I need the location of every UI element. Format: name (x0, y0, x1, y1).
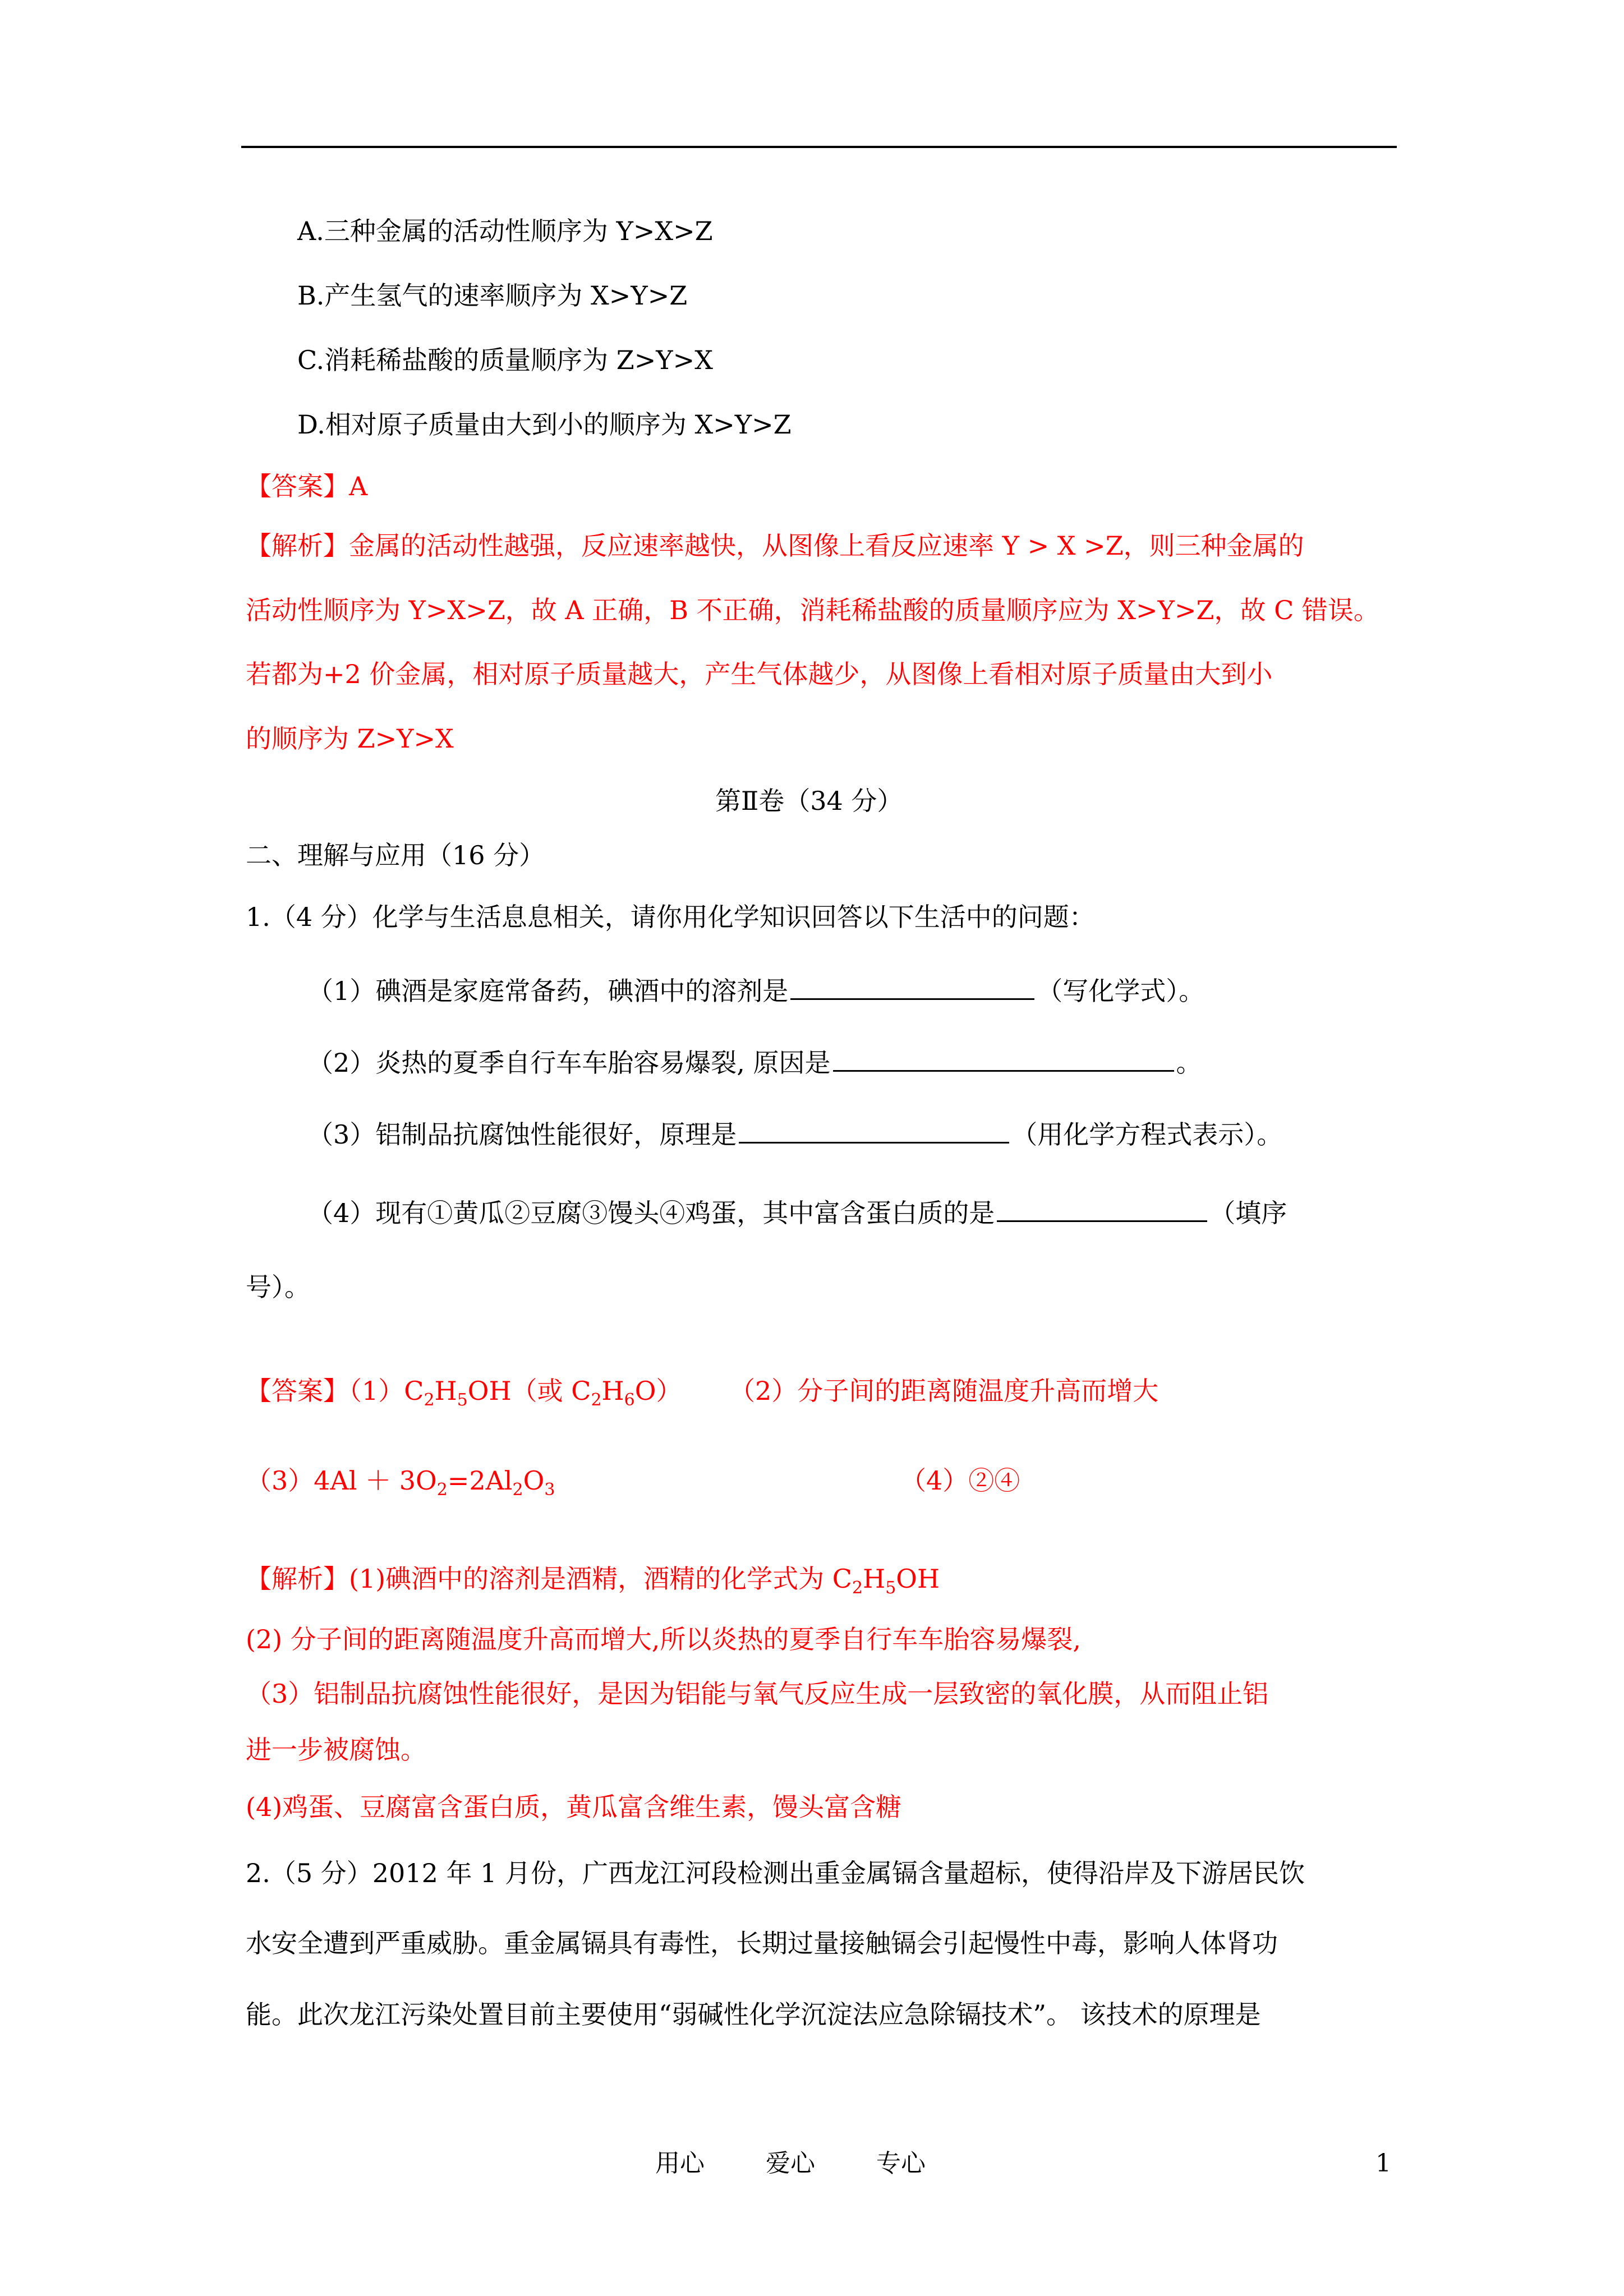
answer-blank-4[interactable] (997, 1195, 1207, 1222)
option-d: D.相对原子质量由大到小的顺序为 X>Y>Z (297, 409, 792, 440)
analysis-1-line-2: 活动性顺序为 Y>X>Z，故 A 正确，B 不正确，消耗稀盐酸的质量顺序应为 X>Y>Z，故 C 错误。 (246, 595, 1379, 625)
option-b: B.产生氢气的速率顺序为 X>Y>Z (297, 280, 688, 311)
answer-2-part-4: （4）②④ (900, 1465, 1020, 1496)
answer-1: 【答案】A (246, 471, 368, 501)
section-title: 第Ⅱ卷（34 分） (715, 786, 903, 816)
analysis-2-line-4: 进一步被腐蚀。 (246, 1735, 426, 1765)
answer-blank-2[interactable] (833, 1044, 1174, 1072)
footer-text-1: 用心 (655, 2149, 705, 2178)
footer-text-2: 爱心 (766, 2149, 815, 2178)
answer-blank-1[interactable] (790, 972, 1034, 1000)
option-a: A.三种金属的活动性顺序为 Y>X>Z (297, 216, 713, 246)
footer-text-3: 专心 (876, 2149, 926, 2178)
analysis-1-line-1: 【解析】金属的活动性越强，反应速率越快，从图像上看反应速率 Y > X >Z，则三种金属的 (246, 531, 1304, 561)
answer-2-part-2: （2）分子间的距离随温度升高而增大 (729, 1376, 1159, 1406)
header-rule (241, 146, 1397, 148)
page-number: 1 (1375, 2149, 1391, 2178)
question-1-sub-1: （1）碘酒是家庭常备药，碘酒中的溶剂是 （写化学式）。 (307, 972, 1204, 1008)
question-2-line-2: 水安全遭到严重威胁。重金属镉具有毒性，长期过量接触镉会引起慢性中毒，影响人体肾功 (246, 1928, 1278, 1958)
analysis-2-line-1: 【解析】(1)碘酒中的溶剂是酒精，酒精的化学式为 $C_2H_5OH$ (246, 1564, 940, 1598)
part-title: 二、理解与应用（16 分） (246, 840, 545, 870)
analysis-2-line-3: （3）铝制品抗腐蚀性能很好，是因为铝能与氧气反应生成一层致密的氧化膜，从而阻止铝 (246, 1679, 1269, 1709)
answer-2-line-1: 【答案】$(1)C_2H_5OH$（或 $C_2H_6O$） (246, 1376, 682, 1410)
question-1-sub-4-cont: 号）。 (246, 1272, 310, 1302)
analysis-2-line-5: (4)鸡蛋、豆腐富含蛋白质，黄瓜富含维生素，馒头富含糖 (246, 1792, 902, 1822)
analysis-1-line-3: 若都为+2 价金属，相对原子质量越大，产生气体越少，从图像上看相对原子质量由大到小 (246, 659, 1273, 689)
question-1-stem: 1.（4 分）化学与生活息息相关，请你用化学知识回答以下生活中的问题： (246, 902, 1095, 932)
question-2-line-3: 能。此次龙江污染处置目前主要使用“弱碱性化学沉淀法应急除镉技术”。 该技术的原理是 (246, 1999, 1261, 2030)
option-c: C.消耗稀盐酸的质量顺序为 Z>Y>X (297, 345, 713, 375)
question-2-line-1: 2.（5 分）2012 年 1 月份，广西龙江河段检测出重金属镉含量超标，使得沿岸及下游居民饮 (246, 1858, 1305, 1888)
question-1-sub-2: （2）炎热的夏季自行车车胎容易爆裂, 原因是 。 (307, 1044, 1202, 1080)
question-1-sub-4: （4）现有①黄瓜②豆腐③馒头④鸡蛋，其中富含蛋白质的是 （填序 (307, 1195, 1287, 1230)
analysis-2-line-2: (2) 分子间的距离随温度升高而增大,所以炎热的夏季自行车车胎容易爆裂, (246, 1624, 1082, 1654)
answer-2-part-3: $(3)4Al + 3O_2=2Al_2O_3$ (246, 1465, 555, 1500)
analysis-1-line-4: 的顺序为 Z>Y>X (246, 723, 454, 754)
answer-blank-3[interactable] (739, 1116, 1009, 1144)
question-1-sub-3: （3）铝制品抗腐蚀性能很好，原理是 （用化学方程式表示）。 (307, 1116, 1282, 1151)
